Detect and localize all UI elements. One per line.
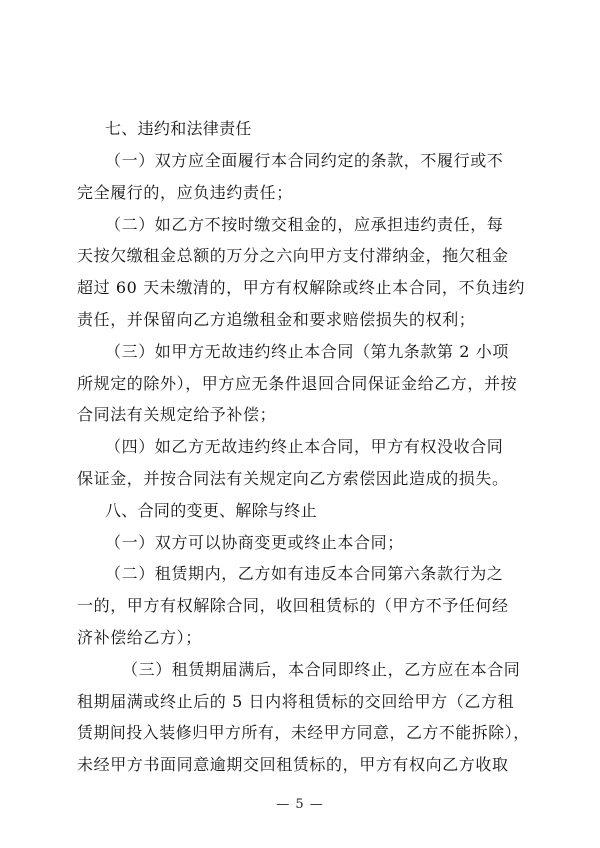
paragraph-line: 所规定的除外），甲方应无条件退回合同保证金给乙方，并按 (77, 374, 518, 393)
paragraph-line: 济补偿给乙方）； (77, 628, 202, 647)
paragraph-line: 完全履行的，应负违约责任； (77, 183, 293, 202)
paragraph-line: （三）租赁期届满后，本合同即终止，乙方应在本合同 (122, 660, 521, 679)
paragraph-line: （四）如乙方无故违约终止本合同，甲方有权没收合同 (105, 437, 504, 456)
section-heading-7: 七、违约和法律责任 (105, 119, 252, 138)
paragraph-line: （一）双方可以协商变更或终止本合同； (105, 533, 404, 552)
paragraph-line: （二）如乙方不按时缴交租金的，应承担违约责任，每 (105, 215, 504, 234)
paragraph-line: 超过 60 天未缴清的，甲方有权解除或终止本合同，不负违约 (77, 278, 525, 297)
paragraph-line: 一的，甲方有权解除合同，收回租赁标的（甲方不予任何经 (77, 596, 509, 615)
paragraph-line: 赁期间投入装修归甲方所有，未经甲方同意，乙方不能拆除）， (77, 723, 530, 742)
page-number: — 5 — (276, 797, 324, 812)
paragraph-line: 责任，并保留向乙方追缴租金和要求赔偿损失的权利； (77, 310, 476, 329)
paragraph-line: （二）租赁期内，乙方如有违反本合同第六条款行为之 (105, 564, 504, 583)
paragraph-line: 租期届满或终止后的 5 日内将租赁标的交回给甲方（乙方租 (77, 692, 515, 711)
paragraph-line: 未经甲方书面同意逾期交回租赁标的，甲方有权向乙方收取 (77, 755, 509, 774)
paragraph-line: 合同法有关规定给予补偿； (77, 405, 277, 424)
section-heading-8: 八、合同的变更、解除与终止 (105, 501, 317, 520)
paragraph-line: 天按欠缴租金总额的万分之六向甲方支付滞纳金，拖欠租金 (77, 246, 509, 265)
paragraph-line: 保证金，并按合同法有关规定向乙方索偿因此造成的损失。 (77, 469, 509, 488)
paragraph-line: （三）如甲方无故违约终止本合同（第九条款第 2 小项 (105, 342, 509, 361)
paragraph-line: （一）双方应全面履行本合同约定的条款，不履行或不 (105, 151, 504, 170)
